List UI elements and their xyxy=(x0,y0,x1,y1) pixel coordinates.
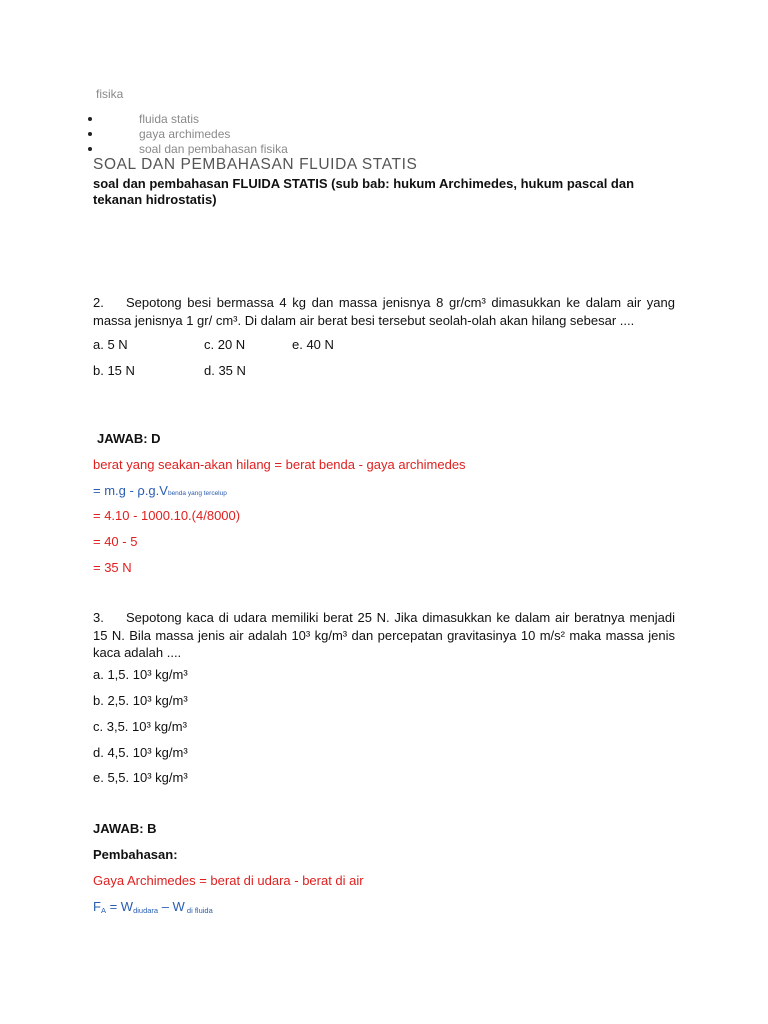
option-a: a. 5 N xyxy=(93,337,128,352)
option-a: a. 1,5. 10³ kg/m³ xyxy=(93,667,188,682)
formula-part: – W xyxy=(158,899,185,914)
answer-label: JAWAB: B xyxy=(93,821,157,836)
bullet-icon xyxy=(88,132,92,136)
bullet-icon xyxy=(88,117,92,121)
option-c: c. 20 N xyxy=(204,337,246,352)
option-e: e. 40 N xyxy=(292,337,334,352)
formula-subscript: A xyxy=(100,906,106,915)
formula-part: F xyxy=(93,899,101,914)
question-number: 2. xyxy=(93,295,104,310)
question-text: Sepotong besi bermassa 4 kg dan massa jenisnya 8 gr/cm³ dimasukkan ke dalam air yang massa jenisnya 1 gr/ cm³. Di dalam air berat besi tersebut seolah-olah akan hilang sebesar .... xyxy=(93,295,675,328)
solution-line xyxy=(93,483,227,498)
tag-link[interactable]: gaya archimedes xyxy=(139,127,231,141)
option-d: d. 35 N xyxy=(204,363,246,378)
category-label[interactable]: fisika xyxy=(96,87,124,101)
option-b: b. 2,5. 10³ kg/m³ xyxy=(93,693,188,708)
solution-line: = 35 N xyxy=(93,560,132,575)
solution-line: berat yang seakan-akan hilang = berat benda - gaya archimedes xyxy=(93,457,466,472)
solution-formula: = m.g - ρ.g.V xyxy=(93,483,168,498)
formula-subscript: benda yang tercelup xyxy=(167,490,227,497)
tag-link[interactable]: fluida statis xyxy=(139,112,200,126)
option-e: e. 5,5. 10³ kg/m³ xyxy=(93,770,188,785)
option-b: b. 15 N xyxy=(93,363,135,378)
page-subtitle: soal dan pembahasan FLUIDA STATIS (sub bab: hukum Archimedes, hukum pascal dan tekanan hidrostatis) xyxy=(93,176,635,207)
solution-line: = 40 - 5 xyxy=(93,534,138,549)
question-text: Sepotong kaca di udara memiliki berat 25 N. Jika dimasukkan ke dalam air beratnya menjadi 15 N. Bila massa jenis air adalah 10³ kg/m³ dan percepatan gravitasinya 10 m/s² maka massa jenis kaca adalah .... xyxy=(93,610,675,660)
solution-line: Gaya Archimedes = berat di udara - berat di air xyxy=(93,873,364,888)
formula-subscript: diudara xyxy=(133,906,159,915)
option-c: c. 3,5. 10³ kg/m³ xyxy=(93,719,187,734)
formula-part: = W xyxy=(105,899,134,914)
solution-line: = 4.10 - 1000.10.(4/8000) xyxy=(93,508,241,523)
page-title: SOAL DAN PEMBAHASAN FLUIDA STATIS xyxy=(93,156,418,173)
question-2 xyxy=(93,294,675,329)
answer-label: JAWAB: D xyxy=(97,431,161,446)
solution-line xyxy=(93,899,213,915)
option-d: d. 4,5. 10³ kg/m³ xyxy=(93,745,188,760)
pembahasan-label: Pembahasan: xyxy=(93,847,178,862)
question-3 xyxy=(93,609,675,662)
tag-link[interactable]: soal dan pembahasan fisika xyxy=(139,142,288,156)
question-number: 3. xyxy=(93,610,104,625)
formula-subscript: di fluida xyxy=(184,906,213,915)
bullet-icon xyxy=(88,147,92,151)
